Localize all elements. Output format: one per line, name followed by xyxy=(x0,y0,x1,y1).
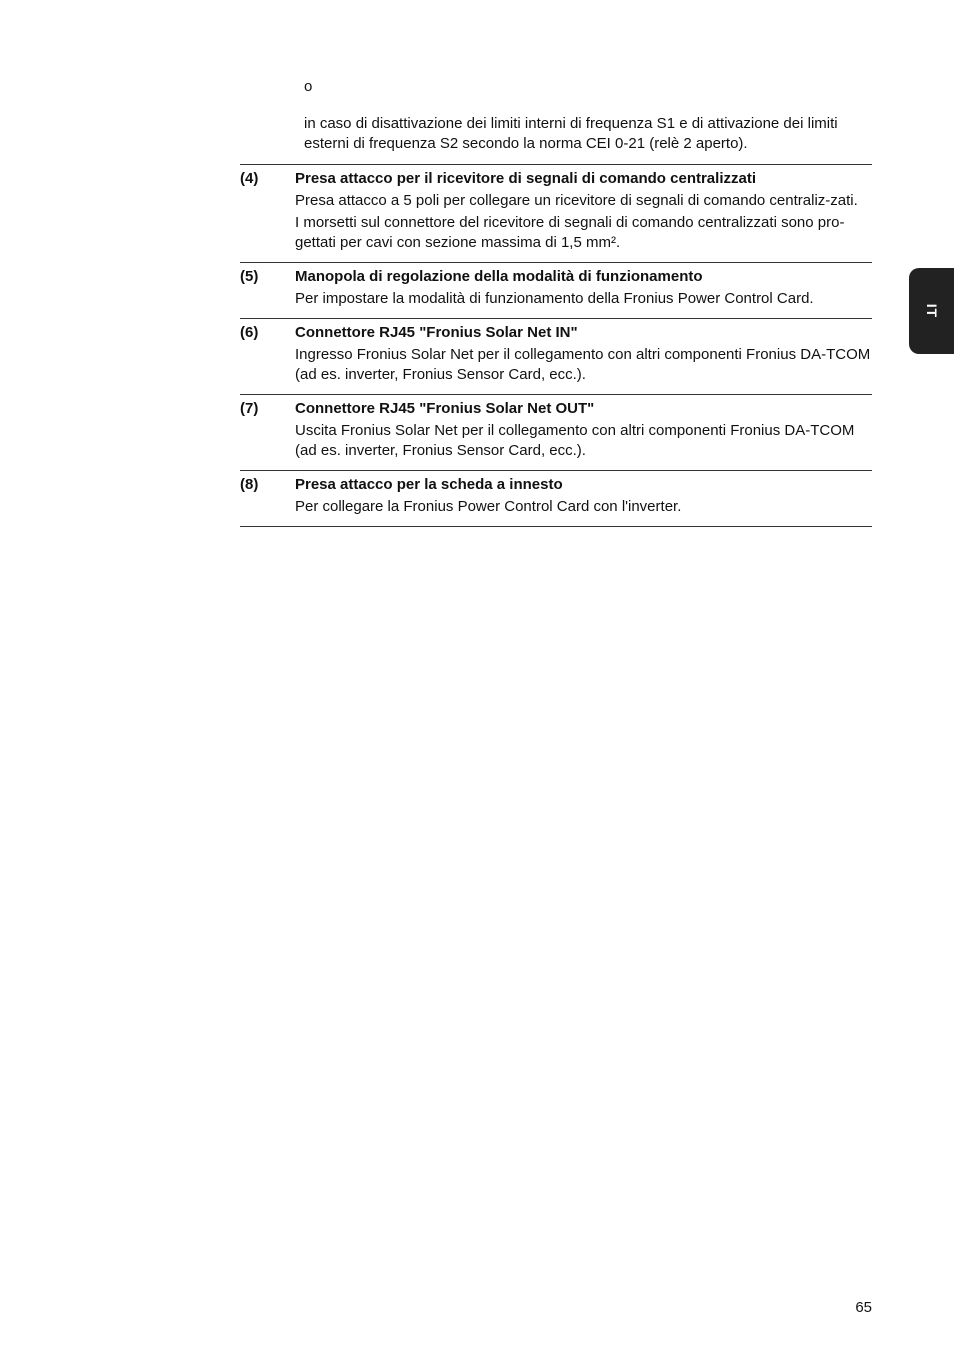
row-number: (5) xyxy=(240,268,259,285)
row-description: Per impostare la modalità di funzionamento della Fronius Power Control Card. xyxy=(295,290,814,307)
row-number: (6) xyxy=(240,324,259,341)
table-row xyxy=(240,165,872,263)
table-row xyxy=(240,319,872,395)
component-table xyxy=(240,164,872,527)
page-number: 65 xyxy=(855,1299,872,1316)
row-description: Uscita Fronius Solar Net per il collegamento con altri componenti Fronius DA-TCOM (ad es. inverter, Fronius Sensor Card, ecc.). xyxy=(295,422,855,459)
table-row xyxy=(240,263,872,319)
row-number: (7) xyxy=(240,400,259,417)
intro-or: o xyxy=(304,78,313,95)
table-row xyxy=(240,471,872,527)
row-title: Connettore RJ45 "Fronius Solar Net OUT" xyxy=(295,400,595,417)
row-description: Ingresso Fronius Solar Net per il collegamento con altri componenti Fronius DA-TCOM (ad es. inverter, Fronius Sensor Card, ecc.). xyxy=(295,346,871,383)
row-title: Manopola di regolazione della modalità di funzionamento xyxy=(295,268,703,285)
row-description: Per collegare la Fronius Power Control Card con l'inverter. xyxy=(295,498,682,515)
row-title: Presa attacco per la scheda a innesto xyxy=(295,476,563,493)
table-row xyxy=(240,395,872,471)
row-number: (4) xyxy=(240,170,259,187)
row-title: Presa attacco per il ricevitore di segnali di comando centralizzati xyxy=(295,170,756,187)
row-description: Presa attacco a 5 poli per collegare un ricevitore di segnali di comando centraliz-zati. xyxy=(295,192,858,209)
row-description: I morsetti sul connettore del ricevitore di segnali di comando centralizzati sono pro-gettati per cavi con sezione massima di 1,5 mm². xyxy=(295,214,845,251)
row-title: Connettore RJ45 "Fronius Solar Net IN" xyxy=(295,324,578,341)
language-tab xyxy=(909,268,954,354)
language-tab-label: IT xyxy=(923,303,940,319)
intro-paragraph: in caso di disattivazione dei limiti interni di frequenza S1 e di attivazione dei limiti esterni di frequenza S2 secondo la norma CEI 0-21 (relè 2 aperto). xyxy=(304,115,838,152)
row-number: (8) xyxy=(240,476,259,493)
